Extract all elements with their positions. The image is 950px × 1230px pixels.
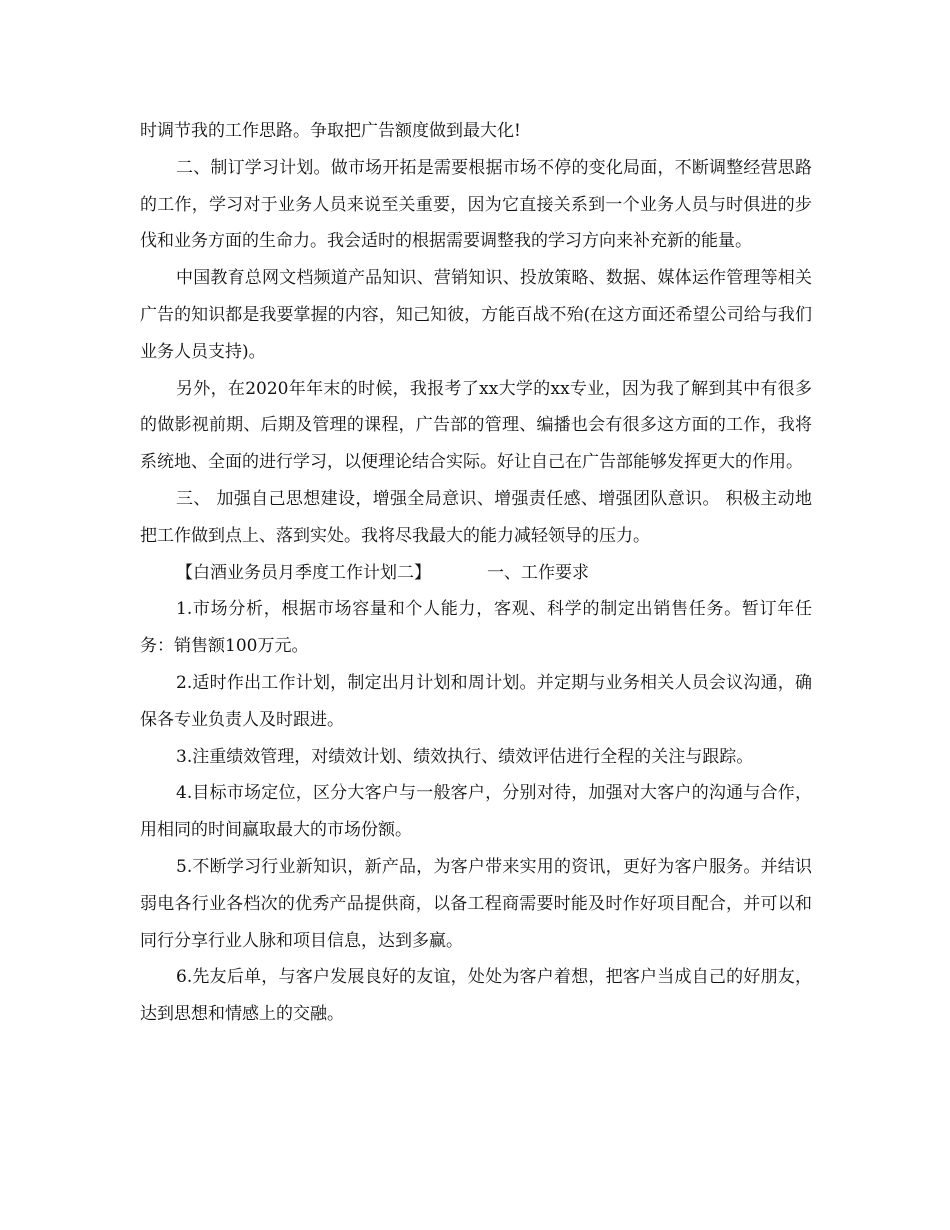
paragraph-continuation: 时调节我的工作思路。争取把广告额度做到最大化! bbox=[140, 121, 521, 141]
list-item: 5.不断学习行业新知识，新产品，为客户带来实用的资讯，更好为客户服务。并结识弱电各行业各档次的优秀产品提供商，以备工程商需要时能及时作好项目配合，并可以和同行分享行业人脉和项目信息，达到多赢。 bbox=[140, 856, 812, 951]
section-title: 【白酒业务员月季度工作计划二】 bbox=[176, 562, 431, 583]
section-subtitle: 一、工作要求 bbox=[487, 562, 589, 583]
document-body bbox=[140, 113, 812, 1033]
list-item: 3.注重绩效管理，对绩效计划、绩效执行、绩效评估进行全程的关注与跟踪。 bbox=[176, 746, 754, 767]
paragraph-knowledge: 中国教育总网文档频道产品知识、营销知识、投放策略、数据、媒体运作管理等相关广告的知识都是我要掌握的内容，知己知彼，方能百战不殆(在这方面还希望公司给与我们业务人员支持)。 bbox=[140, 268, 812, 362]
paragraph-self-improvement: 三、 加强自己思想建设，增强全局意识、增强责任感、增强团队意识。 积极主动地把工作做到点上、落到实处。我将尽我最大的能力减轻领导的压力。 bbox=[140, 488, 812, 546]
list-item: 2.适时作出工作计划，制定出月计划和周计划。并定期与业务相关人员会议沟通，确保各专业负责人及时跟进。 bbox=[140, 672, 812, 730]
paragraph-study: 另外，在2020年年末的时候，我报考了xx大学的xx专业，因为我了解到其中有很多的做影视前期、后期及管理的课程，广告部的管理、编播也会有很多这方面的工作，我将系统地、全面的进行学习，以便理论结合实际。好让自己在广告部能够发挥更大的作用。 bbox=[140, 378, 812, 473]
list-item: 6.先友后单，与客户发展良好的友谊，处处为客户着想，把客户当成自己的好朋友，达到思想和情感上的交融。 bbox=[140, 967, 812, 1025]
paragraph-learning-plan: 二、制订学习计划。做市场开拓是需要根据市场不停的变化局面，不断调整经营思路的工作，学习对于业务人员来说至关重要，因为它直接关系到一个业务人员与时俱进的步伐和业务方面的生命力。我会适时的根据需要调整我的学习方向来补充新的能量。 bbox=[140, 157, 812, 252]
list-item: 4.目标市场定位，区分大客户与一般客户，分别对待，加强对大客户的沟通与合作，用相同的时间赢取最大的市场份额。 bbox=[140, 783, 812, 841]
list-item: 1.市场分析，根据市场容量和个人能力，客观、科学的制定出销售任务。暂订年任务：销售额100万元。 bbox=[140, 599, 812, 657]
section-heading bbox=[140, 555, 812, 592]
